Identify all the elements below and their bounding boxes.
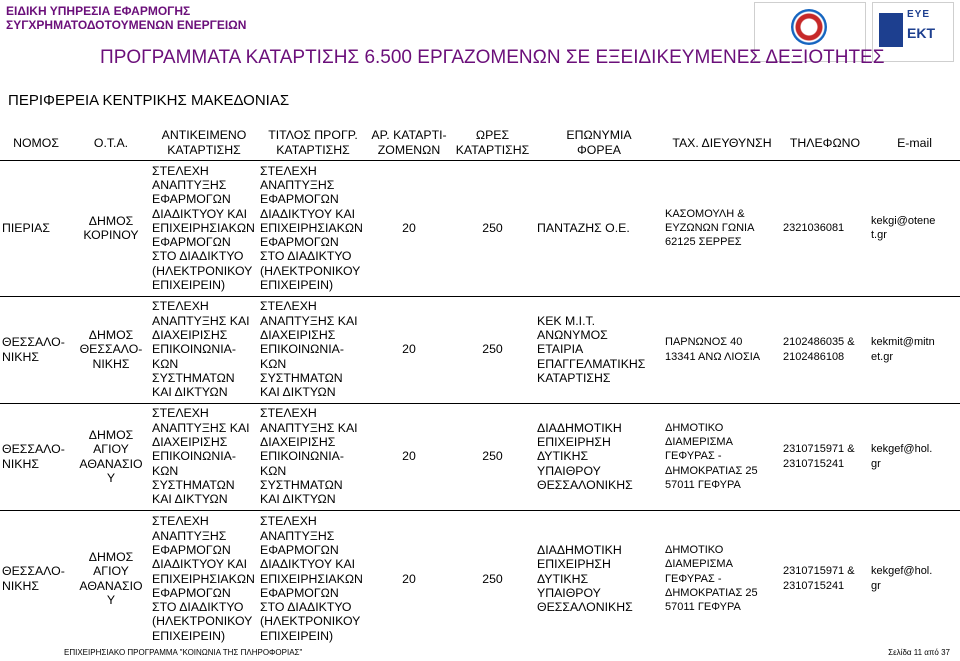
col-header-tilefono: ΤΗΛΕΦΩΝΟ [789, 135, 861, 150]
cell-ota: ΔΗΜΟΣ ΚΟΡΙΝΟΥ [72, 160, 150, 296]
cell-ota: ΔΗΜΟΣ ΘΕΣΣΑΛΟ- ΝΙΚΗΣ [72, 296, 150, 403]
cell-foreas: ΠΑΝΤΑΖΗΣ Ο.Ε. [535, 160, 663, 296]
cell-email: kekgef@hol. gr [869, 510, 960, 647]
table-row [0, 296, 960, 403]
col-header-dieythynsi: ΤΑΧ. ΔΙΕΥΘΥΝΣΗ [672, 135, 772, 150]
agency-name-line1: ΕΙΔΙΚΗ ΥΠΗΡΕΣΙΑ ΕΦΑΡΜΟΓΗΣ [6, 4, 191, 18]
cell-email: kekmit@mitn et.gr [869, 296, 960, 403]
col-header-ota: Ο.Τ.Α. [93, 135, 129, 150]
cell-tilefono: 2310715971 & 2310715241 [781, 510, 869, 647]
cell-ota: ΔΗΜΟΣ ΑΓΙΟΥ ΑΘΑΝΑΣΙΟ Υ [72, 510, 150, 647]
col-header-ar: ΑΡ. ΚΑΤΑΡΤΙ- ΖΟΜΕΝΩΝ [371, 128, 447, 157]
cell-antikeimeno: ΣΤΕΛΕΧΗ ΑΝΑΠΤΥΞΗΣ ΕΦΑΡΜΟΓΩΝ ΔΙΑΔΙΚΤΥΟΥ ΚΑΙ ΕΠΙΧΕΙΡΗΣΙΑΚΩΝ ΕΦΑΡΜΟΓΩΝ ΣΤΟ ΔΙΑΔΙΚΤΥΟ (ΗΛΕΚΤΡΟΝΙΚΟΥ ΕΠΙΧΕΙΡΕΙΝ) [150, 160, 258, 296]
cell-nomos: ΘΕΣΣΑΛΟ- ΝΙΚΗΣ [0, 296, 72, 403]
col-header-email: E-mail [897, 135, 932, 150]
cell-ar: 20 [368, 403, 450, 510]
cell-ores: 250 [450, 160, 535, 296]
cell-dieythynsi: ΔΗΜΟΤΙΚΟ ΔΙΑΜΕΡΙΣΜΑ ΓΕΦΥΡΑΣ - ΔΗΜΟΚΡΑΤΙΑΣ 25 57011 ΓΕΦΥΡΑ [663, 510, 781, 647]
logo-sub-text: ΕΥΕ [907, 9, 931, 20]
cell-ores: 250 [450, 403, 535, 510]
table-row [0, 510, 960, 647]
cell-titlos: ΣΤΕΛΕΧΗ ΑΝΑΠΤΥΞΗΣ ΚΑΙ ΔΙΑΧΕΙΡΙΣΗΣ ΕΠΙΚΟΙΝΩΝΙΑ- ΚΩΝ ΣΥΣΤΗΜΑΤΩΝ ΚΑΙ ΔΙΚΤΥΩΝ [258, 296, 368, 403]
cell-dieythynsi: ΠΑΡΝΩΝΟΣ 40 13341 ΑΝΩ ΛΙΟΣΙΑ [663, 296, 781, 403]
cell-nomos: ΘΕΣΣΑΛΟ- ΝΙΚΗΣ [0, 510, 72, 647]
cell-titlos: ΣΤΕΛΕΧΗ ΑΝΑΠΤΥΞΗΣ ΚΑΙ ΔΙΑΧΕΙΡΙΣΗΣ ΕΠΙΚΟΙΝΩΝΙΑ- ΚΩΝ ΣΥΣΤΗΜΑΤΩΝ ΚΑΙ ΔΙΚΤΥΩΝ [258, 403, 368, 510]
col-header-nomos: ΝΟΜΟΣ [13, 135, 59, 150]
col-header-foreas: ΕΠΩΝΥΜΙΑ ΦΟΡΕΑ [566, 128, 632, 157]
col-header-titlos: ΤΙΤΛΟΣ ΠΡΟΓΡ. ΚΑΤΑΡΤΙΣΗΣ [268, 128, 358, 157]
cell-dieythynsi: ΔΗΜΟΤΙΚΟ ΔΙΑΜΕΡΙΣΜΑ ΓΕΦΥΡΑΣ - ΔΗΜΟΚΡΑΤΙΑΣ 25 57011 ΓΕΦΥΡΑ [663, 403, 781, 510]
cell-tilefono: 2102486035 & 2102486108 [781, 296, 869, 403]
col-header-antikeimeno: ΑΝΤΙΚΕΙΜΕΝΟ ΚΑΤΑΡΤΙΣΗΣ [161, 128, 247, 157]
programs-table [0, 126, 960, 647]
page-title: ΠΡΟΓΡΑΜΜΑΤΑ ΚΑΤΑΡΤΙΣΗΣ 6.500 ΕΡΓΑΖΟΜΕΝΩΝ ΣΕ ΕΞΕΙΔΙΚΕΥΜΕΝΕΣ ΔΕΞΙΟΤΗΤΕΣ [100, 47, 885, 68]
table-row [0, 160, 960, 296]
cell-tilefono: 2310715971 & 2310715241 [781, 403, 869, 510]
cell-email: kekgi@otene t.gr [869, 160, 960, 296]
cell-dieythynsi: ΚΑΣΟΜΟΥΛΗ & ΕΥΖΩΝΩΝ ΓΩΝΙΑ 62125 ΣΕΡΡΕΣ [663, 160, 781, 296]
cell-foreas: ΔΙΑΔΗΜΟΤΙΚΗ ΕΠΙΧΕΙΡΗΣΗ ΔΥΤΙΚΗΣ ΥΠΑΙΘΡΟΥ ΘΕΣΣΑΛΟΝΙΚΗΣ [535, 403, 663, 510]
agency-name-line2: ΣΥΓΧΡΗΜΑΤΟΔΟΤΟΥΜΕΝΩΝ ΕΝΕΡΓΕΙΩΝ [6, 18, 247, 32]
cell-ores: 250 [450, 510, 535, 647]
cell-antikeimeno: ΣΤΕΛΕΧΗ ΑΝΑΠΤΥΞΗΣ ΚΑΙ ΔΙΑΧΕΙΡΙΣΗΣ ΕΠΙΚΟΙΝΩΝΙΑ- ΚΩΝ ΣΥΣΤΗΜΑΤΩΝ ΚΑΙ ΔΙΚΤΥΩΝ [150, 296, 258, 403]
cell-titlos: ΣΤΕΛΕΧΗ ΑΝΑΠΤΥΞΗΣ ΕΦΑΡΜΟΓΩΝ ΔΙΑΔΙΚΤΥΟΥ ΚΑΙ ΕΠΙΧΕΙΡΗΣΙΑΚΩΝ ΕΦΑΡΜΟΓΩΝ ΣΤΟ ΔΙΑΔΙΚΤΥΟ (ΗΛΕΚΤΡΟΝΙΚΟΥ ΕΠΙΧΕΙΡΕΙΝ) [258, 160, 368, 296]
cell-ar: 20 [368, 510, 450, 647]
table-row [0, 403, 960, 510]
cell-foreas: ΔΙΑΔΗΜΟΤΙΚΗ ΕΠΙΧΕΙΡΗΣΗ ΔΥΤΙΚΗΣ ΥΠΑΙΘΡΟΥ ΘΕΣΣΑΛΟΝΙΚΗΣ [535, 510, 663, 647]
cell-titlos: ΣΤΕΛΕΧΗ ΑΝΑΠΤΥΞΗΣ ΕΦΑΡΜΟΓΩΝ ΔΙΑΔΙΚΤΥΟΥ ΚΑΙ ΕΠΙΧΕΙΡΗΣΙΑΚΩΝ ΕΦΑΡΜΟΓΩΝ ΣΤΟ ΔΙΑΔΙΚΤΥΟ (ΗΛΕΚΤΡΟΝΙΚΟΥ ΕΠΙΧΕΙΡΕΙΝ) [258, 510, 368, 647]
cell-foreas: ΚΕΚ Μ.Ι.Τ. ΑΝΩΝΥΜΟΣ ΕΤΑΙΡΙΑ ΕΠΑΓΓΕΛΜΑΤΙΚΗΣ ΚΑΤΑΡΤΙΣΗΣ [535, 296, 663, 403]
cell-antikeimeno: ΣΤΕΛΕΧΗ ΑΝΑΠΤΥΞΗΣ ΕΦΑΡΜΟΓΩΝ ΔΙΑΔΙΚΤΥΟΥ ΚΑΙ ΕΠΙΧΕΙΡΗΣΙΑΚΩΝ ΕΦΑΡΜΟΓΩΝ ΣΤΟ ΔΙΑΔΙΚΤΥΟ (ΗΛΕΚΤΡΟΝΙΚΟΥ ΕΠΙΧΕΙΡΕΙΝ) [150, 510, 258, 647]
cell-ores: 250 [450, 296, 535, 403]
footer-page-number: Σελίδα 11 από 37 [888, 648, 950, 657]
cell-tilefono: 2321036081 [781, 160, 869, 296]
cell-nomos: ΠΙΕΡΙΑΣ [0, 160, 72, 296]
cell-ar: 20 [368, 296, 450, 403]
cell-antikeimeno: ΣΤΕΛΕΧΗ ΑΝΑΠΤΥΞΗΣ ΚΑΙ ΔΙΑΧΕΙΡΙΣΗΣ ΕΠΙΚΟΙΝΩΝΙΑ- ΚΩΝ ΣΥΣΤΗΜΑΤΩΝ ΚΑΙ ΔΙΚΤΥΩΝ [150, 403, 258, 510]
at-sign-logo-icon [791, 9, 827, 45]
logo-text: ΕΚΤ [907, 25, 935, 41]
cell-ota: ΔΗΜΟΣ ΑΓΙΟΥ ΑΘΑΝΑΣΙΟ Υ [72, 403, 150, 510]
cell-email: kekgef@hol. gr [869, 403, 960, 510]
table-header-row [0, 126, 960, 160]
ekt-logo-mark-icon [879, 13, 903, 47]
col-header-ores: ΩΡΕΣ ΚΑΤΑΡΤΙΣΗΣ [455, 128, 530, 157]
region-heading: ΠΕΡΙΦΕΡΕΙΑ ΚΕΝΤΡΙΚΗΣ ΜΑΚΕΔΟΝΙΑΣ [8, 92, 290, 109]
cell-nomos: ΘΕΣΣΑΛΟ- ΝΙΚΗΣ [0, 403, 72, 510]
cell-ar: 20 [368, 160, 450, 296]
footer-program-name: ΕΠΙΧΕΙΡΗΣΙΑΚΟ ΠΡΟΓΡΑΜΜΑ "ΚΟΙΝΩΝΙΑ ΤΗΣ ΠΛΗΡΟΦΟΡΙΑΣ" [64, 648, 303, 657]
